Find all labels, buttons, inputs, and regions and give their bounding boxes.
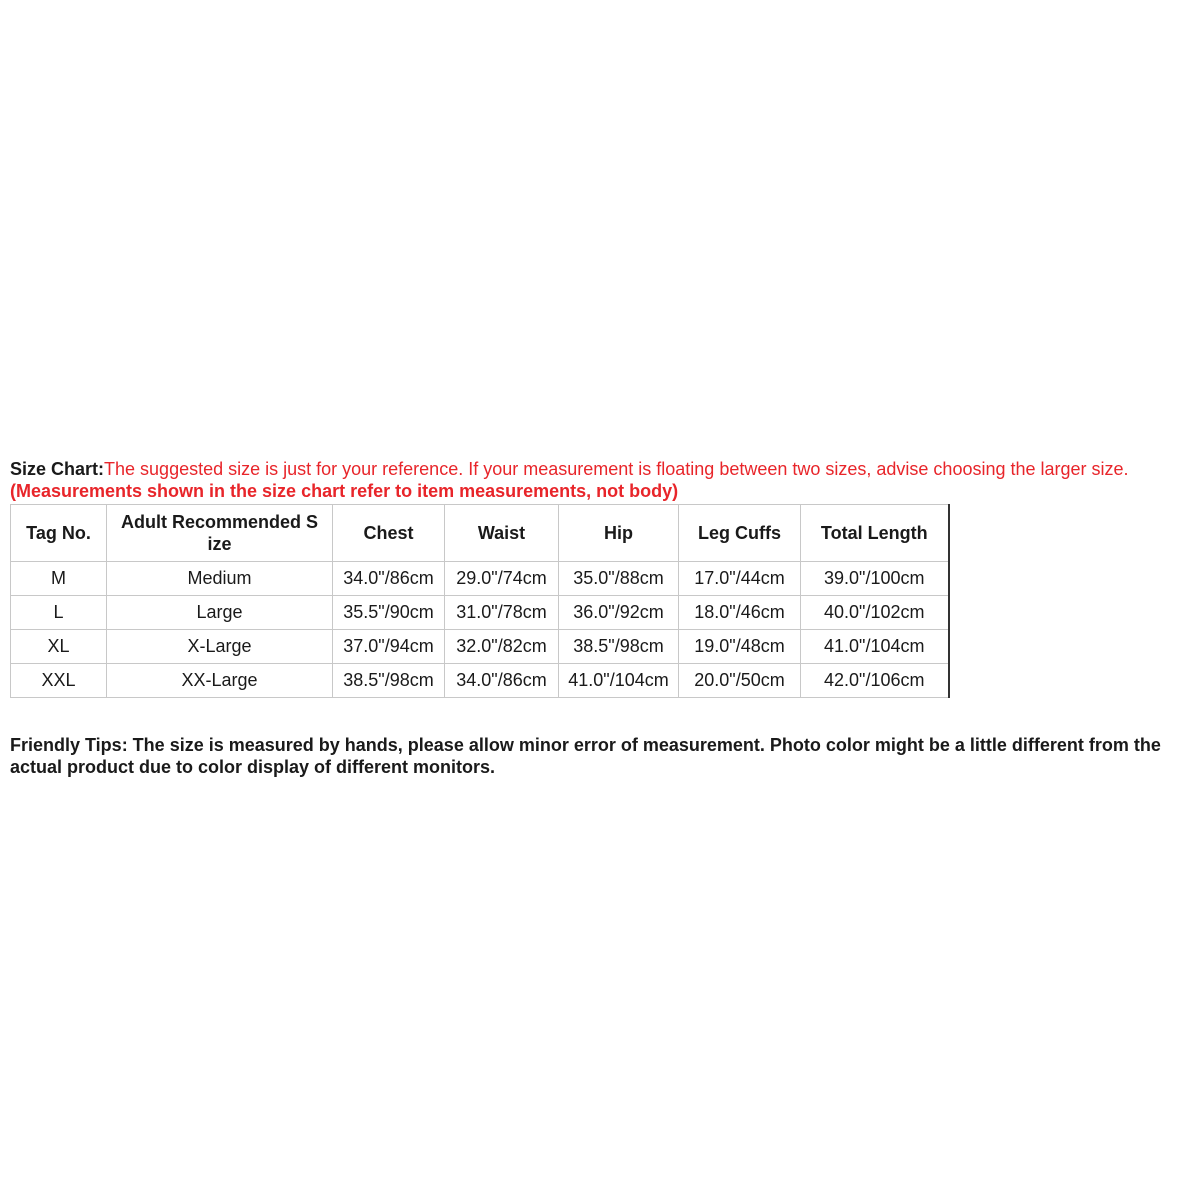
table-row xyxy=(11,562,949,596)
friendly-tips: Friendly Tips: The size is measured by hands, please allow minor error of measurement. Photo color might be a little different from the actual product due to color display of different monitors. xyxy=(10,735,1161,777)
cell-chest: 35.5"/90cm xyxy=(333,596,445,630)
size-chart-intro xyxy=(10,458,1190,502)
header-tag-no: Tag No. xyxy=(11,505,107,562)
cell-total-length: 40.0"/102cm xyxy=(801,596,949,630)
header-adult-size: Adult Recommended S ize xyxy=(107,505,333,562)
size-chart-note: The suggested size is just for your reference. If your measurement is floating between two sizes, advise choosing the larger size. xyxy=(104,459,1129,479)
cell-total-length: 39.0"/100cm xyxy=(801,562,949,596)
header-waist: Waist xyxy=(445,505,559,562)
size-chart-label: Size Chart: xyxy=(10,459,105,479)
cell-total-length: 42.0"/106cm xyxy=(801,664,949,698)
cell-hip: 35.0"/88cm xyxy=(559,562,679,596)
cell-size: Medium xyxy=(107,562,333,596)
cell-tag: XXL xyxy=(11,664,107,698)
cell-hip: 41.0"/104cm xyxy=(559,664,679,698)
cell-leg-cuffs: 17.0"/44cm xyxy=(679,562,801,596)
table-row xyxy=(11,596,949,630)
size-table xyxy=(10,504,950,698)
cell-total-length: 41.0"/104cm xyxy=(801,630,949,664)
cell-hip: 38.5"/98cm xyxy=(559,630,679,664)
table-header-row xyxy=(11,505,949,562)
cell-hip: 36.0"/92cm xyxy=(559,596,679,630)
cell-tag: XL xyxy=(11,630,107,664)
header-chest: Chest xyxy=(333,505,445,562)
cell-size: Large xyxy=(107,596,333,630)
cell-tag: L xyxy=(11,596,107,630)
cell-leg-cuffs: 19.0"/48cm xyxy=(679,630,801,664)
header-leg-cuffs: Leg Cuffs xyxy=(679,505,801,562)
header-hip: Hip xyxy=(559,505,679,562)
table-row xyxy=(11,664,949,698)
cell-leg-cuffs: 20.0"/50cm xyxy=(679,664,801,698)
size-chart-bold-note: (Measurements shown in the size chart refer to item measurements, not body) xyxy=(10,481,679,501)
cell-size: XX-Large xyxy=(107,664,333,698)
cell-waist: 32.0"/82cm xyxy=(445,630,559,664)
cell-tag: M xyxy=(11,562,107,596)
cell-waist: 31.0"/78cm xyxy=(445,596,559,630)
table-row xyxy=(11,630,949,664)
cell-waist: 34.0"/86cm xyxy=(445,664,559,698)
cell-chest: 37.0"/94cm xyxy=(333,630,445,664)
cell-chest: 34.0"/86cm xyxy=(333,562,445,596)
cell-size: X-Large xyxy=(107,630,333,664)
cell-waist: 29.0"/74cm xyxy=(445,562,559,596)
cell-chest: 38.5"/98cm xyxy=(333,664,445,698)
header-total-length: Total Length xyxy=(801,505,949,562)
cell-leg-cuffs: 18.0"/46cm xyxy=(679,596,801,630)
